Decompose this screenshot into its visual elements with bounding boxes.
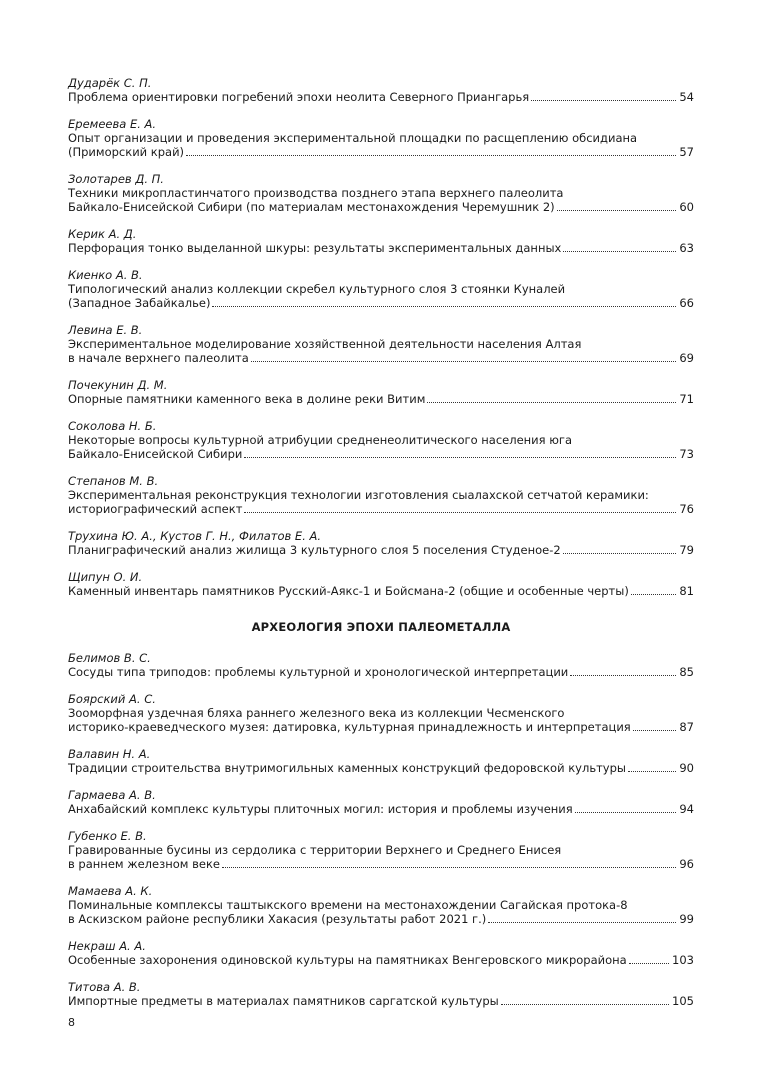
toc-entry-last-line — [68, 296, 694, 310]
toc-entry-author: Степанов М. В. — [68, 474, 159, 488]
toc-entry-last-line — [68, 90, 694, 104]
toc-entry-title-line: (Западное Забайкалье) — [68, 296, 211, 310]
dot-leader — [629, 962, 669, 964]
toc-entry[interactable] — [68, 419, 694, 461]
dot-leader — [557, 209, 677, 211]
toc-entry-author: Титова А. В. — [68, 980, 141, 994]
toc-entry[interactable] — [68, 323, 694, 365]
toc-entry-title-line: Зооморфная уздечная бляха раннего железного века из коллекции Чесменского — [68, 706, 565, 720]
dot-leader — [251, 360, 677, 362]
toc-entry-author: Левина Е. В. — [68, 323, 143, 337]
toc-entry-page-number: 66 — [679, 296, 694, 310]
dot-leader — [575, 811, 677, 813]
toc-entry-title-line: Планиграфический анализ жилища 3 культурного слоя 5 поселения Студеное-2 — [68, 543, 561, 557]
toc-entry[interactable] — [68, 884, 694, 926]
dot-leader — [570, 674, 676, 676]
dot-leader — [222, 866, 676, 868]
toc-entry-title-line: в раннем железном веке — [68, 857, 220, 871]
dot-leader — [531, 99, 676, 101]
dot-leader — [186, 154, 676, 156]
toc-entry-last-line — [68, 994, 694, 1008]
toc-entry-title-line: Опорные памятники каменного века в долине реки Витим — [68, 392, 426, 406]
table-of-contents — [68, 76, 694, 1021]
toc-entry-page-number: 54 — [679, 90, 694, 104]
toc-entry-page-number: 69 — [679, 351, 694, 365]
dot-leader — [244, 456, 676, 458]
toc-entry[interactable] — [68, 378, 694, 406]
toc-entry-last-line — [68, 761, 694, 775]
toc-entry-last-line — [68, 584, 694, 598]
toc-entry-author: Соколова Н. Б. — [68, 419, 157, 433]
dot-leader — [501, 1003, 669, 1005]
toc-entry-page-number: 63 — [679, 241, 694, 255]
toc-entry-page-number: 85 — [679, 665, 694, 679]
toc-entry-page-number: 87 — [679, 720, 694, 734]
toc-entry-author: Почекунин Д. М. — [68, 378, 168, 392]
toc-entry[interactable] — [68, 117, 694, 159]
toc-entry-title-line: Сосуды типа триподов: проблемы культурной и хронологической интерпретации — [68, 665, 569, 679]
toc-entry-last-line — [68, 543, 694, 557]
toc-entry-author: Трухина Ю. А., Кустов Г. Н., Филатов Е. А. — [68, 529, 322, 543]
toc-entry-page-number: 94 — [679, 802, 694, 816]
toc-entry-page-number: 105 — [672, 994, 694, 1008]
toc-entry-page-number: 103 — [672, 953, 694, 967]
dot-leader — [563, 250, 676, 252]
toc-entry-title-line: Анхабайский комплекс культуры плиточных могил: история и проблемы изучения — [68, 802, 573, 816]
toc-entry-page-number: 79 — [679, 543, 694, 557]
toc-entry-author: Губенко Е. В. — [68, 829, 147, 843]
toc-entry-page-number: 90 — [679, 761, 694, 775]
toc-entry-title-line: Опыт организации и проведения экспериментальной площадки по расщеплению обсидиана — [68, 131, 638, 145]
toc-entry-title-line: Особенные захоронения одиновской культуры на памятниках Венгеровского микрорайона — [68, 953, 627, 967]
toc-entry-author: Киенко А. В. — [68, 268, 143, 282]
toc-entry-title-line: в Аскизском районе республики Хакасия (результаты работ 2021 г.) — [68, 912, 487, 926]
toc-entry[interactable] — [68, 474, 694, 516]
toc-entry-author: Белимов В. С. — [68, 651, 151, 665]
toc-entry-page-number: 71 — [679, 392, 694, 406]
toc-entry-page-number: 99 — [679, 912, 694, 926]
toc-entry[interactable] — [68, 172, 694, 214]
toc-entry-title-line: Перфорация тонко выделанной шкуры: результаты экспериментальных данных — [68, 241, 562, 255]
toc-entry-title-line: Байкало-Енисейской Сибири (по материалам местонахождения Черемушник 2) — [68, 200, 555, 214]
toc-entry-title-line: Экспериментальная реконструкция технологии изготовления сыалахской сетчатой керамики: — [68, 488, 649, 502]
dot-leader — [427, 401, 676, 403]
section-heading: АРХЕОЛОГИЯ ЭПОХИ ПАЛЕОМЕТАЛЛА — [251, 620, 511, 634]
toc-entry-title-line: Проблема ориентировки погребений эпохи неолита Северного Приангарья — [68, 90, 530, 104]
toc-entry[interactable] — [68, 227, 694, 255]
toc-entry-page-number: 81 — [679, 584, 694, 598]
toc-entry-last-line — [68, 502, 694, 516]
toc-entry-title-line: (Приморский край) — [68, 145, 185, 159]
toc-entry-last-line — [68, 392, 694, 406]
dot-leader — [631, 593, 677, 595]
toc-entry-page-number: 76 — [679, 502, 694, 516]
toc-entry-last-line — [68, 351, 694, 365]
toc-entry[interactable] — [68, 268, 694, 310]
dot-leader — [633, 729, 677, 731]
toc-entry-title-line: Типологический анализ коллекции скребел культурного слоя 3 стоянки Куналей — [68, 282, 566, 296]
toc-entry[interactable] — [68, 939, 694, 967]
toc-entry[interactable] — [68, 747, 694, 775]
toc-entry-last-line — [68, 857, 694, 871]
dot-leader — [563, 552, 677, 554]
toc-entry-title-line: историографический аспект — [68, 502, 243, 516]
toc-entry-author: Еремеева Е. А. — [68, 117, 157, 131]
toc-entry-last-line — [68, 145, 694, 159]
toc-entry-page-number: 57 — [679, 145, 694, 159]
toc-entry-last-line — [68, 953, 694, 967]
toc-entry-title-line: Байкало-Енисейской Сибири — [68, 447, 243, 461]
toc-entry-title-line: Техники микропластинчатого производства позднего этапа верхнего палеолита — [68, 186, 564, 200]
dot-leader — [628, 770, 676, 772]
toc-entry-author: Некраш А. А. — [68, 939, 146, 953]
toc-entry-last-line — [68, 447, 694, 461]
toc-entry-author: Валавин Н. А. — [68, 747, 151, 761]
toc-entry-title-line: Некоторые вопросы культурной атрибуции средненеолитического населения юга — [68, 433, 572, 447]
toc-entry-title-line: Каменный инвентарь памятников Русский-Аякс-1 и Бойсмана-2 (общие и особенные черты) — [68, 584, 629, 598]
toc-entry-last-line — [68, 802, 694, 816]
dot-leader — [244, 511, 676, 513]
toc-entry-title-line: Импортные предметы в материалах памятников саргатской культуры — [68, 994, 499, 1008]
toc-entry-author: Боярский А. С. — [68, 692, 156, 706]
toc-entry[interactable] — [68, 529, 694, 557]
dot-leader — [488, 921, 676, 923]
toc-entry[interactable] — [68, 692, 694, 734]
toc-entry-page-number: 96 — [679, 857, 694, 871]
toc-entry[interactable] — [68, 829, 694, 871]
toc-entry-last-line — [68, 665, 694, 679]
toc-entry-page-number: 73 — [679, 447, 694, 461]
toc-entry[interactable] — [68, 980, 694, 1008]
toc-entry-author: Керик А. Д. — [68, 227, 137, 241]
dot-leader — [212, 305, 676, 307]
toc-group-stone-age — [68, 76, 694, 598]
toc-entry-author: Щипун О. И. — [68, 570, 143, 584]
toc-entry[interactable] — [68, 570, 694, 598]
toc-entry[interactable] — [68, 76, 694, 104]
toc-entry[interactable] — [68, 788, 694, 816]
toc-entry-last-line — [68, 200, 694, 214]
toc-entry-author: Мамаева А. К. — [68, 884, 153, 898]
toc-entry-author: Золотарев Д. П. — [68, 172, 164, 186]
toc-entry[interactable] — [68, 651, 694, 679]
page-number: 8 — [68, 1016, 75, 1029]
toc-group-paleometal — [68, 651, 694, 1008]
toc-entry-title-line: Экспериментальное моделирование хозяйственной деятельности населения Алтая — [68, 337, 582, 351]
toc-entry-last-line — [68, 241, 694, 255]
toc-entry-last-line — [68, 912, 694, 926]
toc-entry-title-line: Поминальные комплексы таштыкского времени на местонахождении Сагайская протока-8 — [68, 898, 628, 912]
toc-entry-author: Гармаева А. В. — [68, 788, 156, 802]
toc-entry-title-line: Гравированные бусины из сердолика с территории Верхнего и Среднего Енисея — [68, 843, 562, 857]
toc-entry-title-line: в начале верхнего палеолита — [68, 351, 249, 365]
toc-entry-title-line: Традиции строительства внутримогильных каменных конструкций федоровской культуры — [68, 761, 626, 775]
toc-entry-title-line: историко-краеведческого музея: датировка, культурная принадлежность и интерпретация — [68, 720, 631, 734]
toc-entry-last-line — [68, 720, 694, 734]
toc-entry-author: Дударёк С. П. — [68, 76, 152, 90]
toc-entry-page-number: 60 — [679, 200, 694, 214]
